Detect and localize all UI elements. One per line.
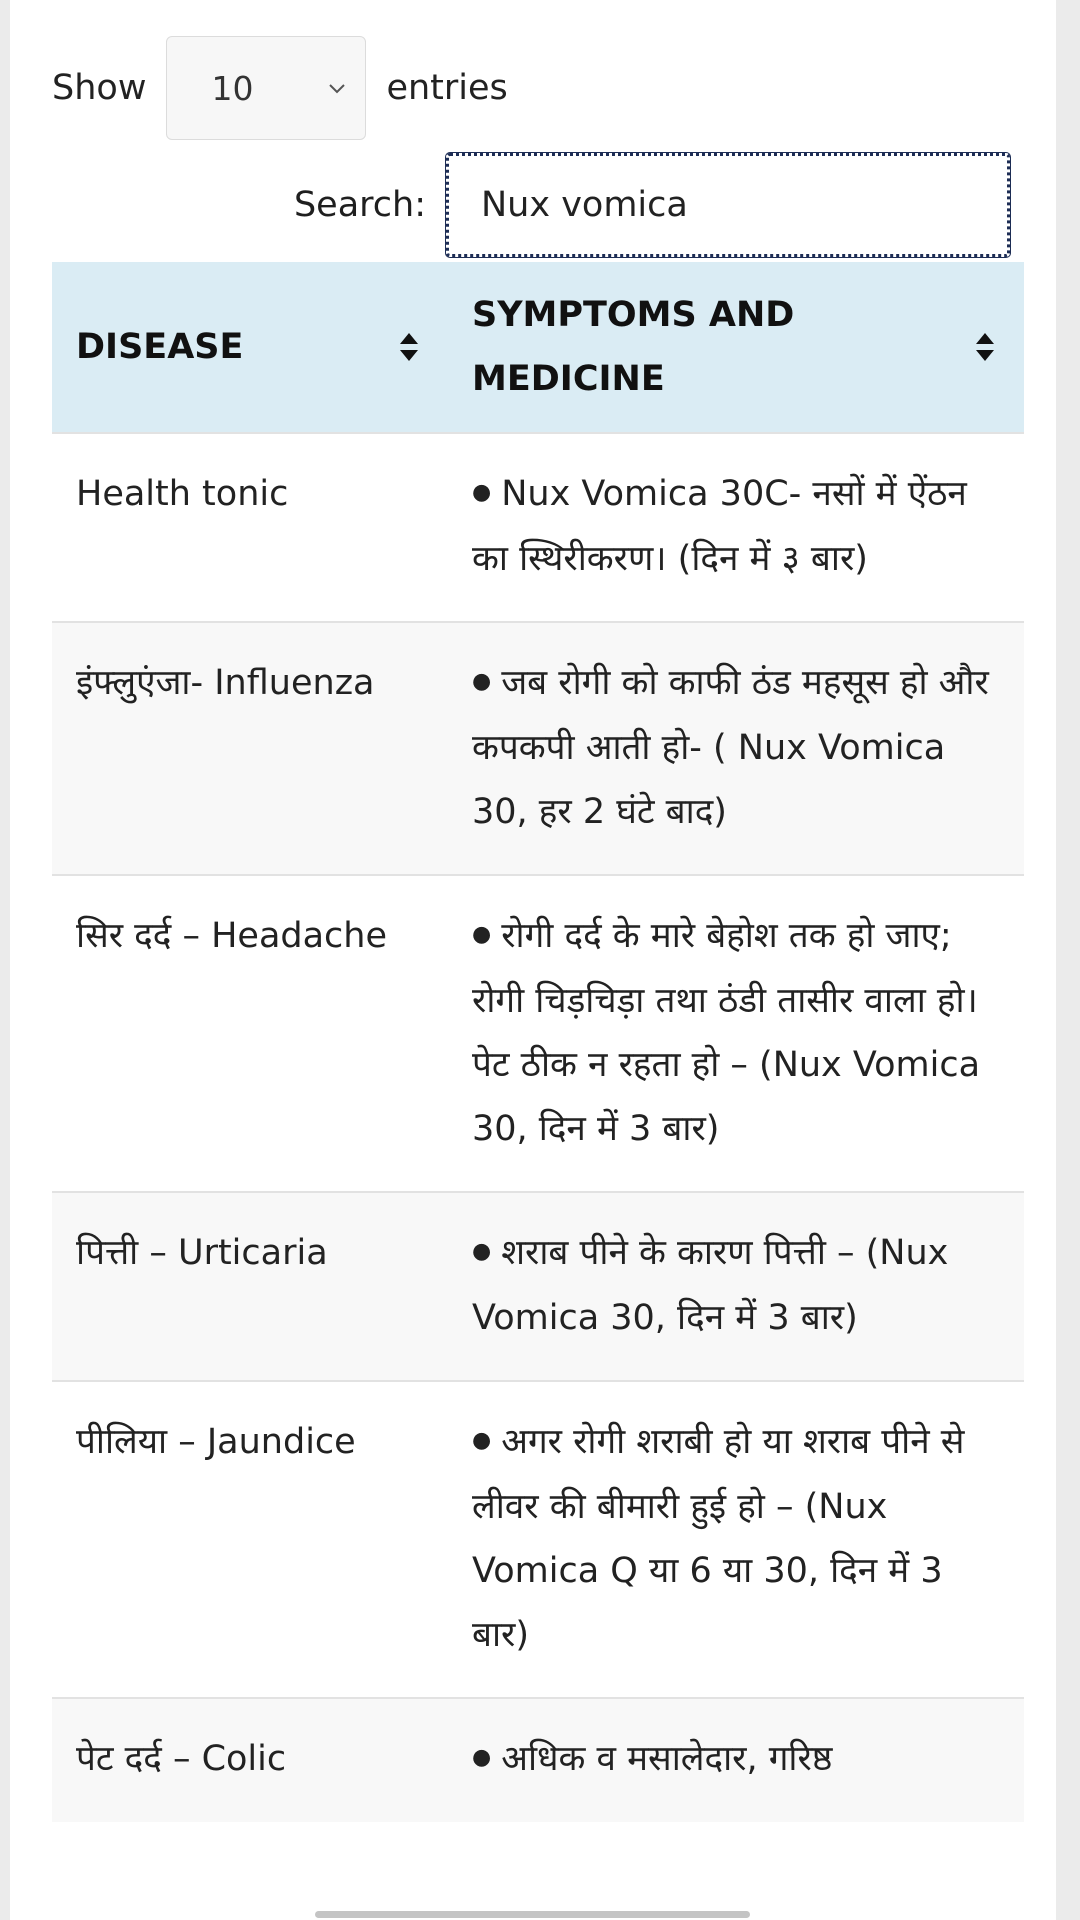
column-header-symptoms-medicine[interactable] [448, 262, 1024, 433]
column-header-label: SYMPTOMS AND MEDICINE [472, 295, 795, 399]
medicine-cell [448, 622, 1024, 875]
entries-label: entries [386, 68, 508, 108]
medicine-cell [448, 1381, 1024, 1698]
data-table [52, 262, 1024, 1822]
bullet-icon: ● [472, 669, 492, 694]
bullet-icon: ● [472, 480, 492, 505]
search-label: Search: [293, 185, 426, 225]
length-menu [52, 34, 508, 142]
disease-cell: सिर दर्द – Headache [52, 875, 448, 1192]
disease-cell: इंफ्लुएंजा- Influenza [52, 622, 448, 875]
medicine-cell [448, 1698, 1024, 1822]
disease-cell: Health tonic [52, 433, 448, 622]
medicine-text: Nux Vomica 30C- नसों में ऐंठन का स्थिरीकरण। (दिन में ३ बार) [472, 474, 967, 579]
entries-select-value: 10 [211, 68, 254, 108]
medicine-text: अगर रोगी शराबी हो या शराब पीने से लीवर की बीमारी हुई हो – (Nux Vomica Q या 6 या 30, दिन में 3 बार) [472, 1422, 965, 1655]
medicine-cell [448, 433, 1024, 622]
medicine-text: शराब पीने के कारण पित्ती – (Nux Vomica 30, दिन में 3 बार) [472, 1233, 949, 1338]
bullet-icon: ● [472, 1745, 492, 1770]
horizontal-scrollbar[interactable] [315, 1911, 750, 1918]
search-filter [10, 152, 1010, 258]
medicine-cell [448, 875, 1024, 1192]
table-row [52, 875, 1024, 1192]
table-row [52, 622, 1024, 875]
table-header-row [52, 262, 1024, 433]
show-label: Show [52, 68, 147, 108]
medicine-cell [448, 1192, 1024, 1381]
disease-cell: पेट दर्द – Colic [52, 1698, 448, 1822]
table-row [52, 1381, 1024, 1698]
bullet-icon: ● [472, 922, 492, 947]
table-row [52, 1192, 1024, 1381]
chevron-down-icon [325, 76, 349, 100]
bullet-icon: ● [472, 1239, 492, 1264]
sort-icon [398, 331, 420, 363]
table-row [52, 1698, 1024, 1822]
search-input[interactable] [446, 153, 1010, 257]
medicine-text: रोगी दर्द के मारे बेहोश तक हो जाए; रोगी चिड़चिड़ा तथा ठंडी तासीर वाला हो। पेट ठीक न रहता हो – (Nux Vomica 30, दिन में 3 बार) [472, 916, 981, 1149]
medicine-text: जब रोगी को काफी ठंड महसूस हो और कपकपी आती हो- ( Nux Vomica 30, हर 2 घंटे बाद) [472, 663, 989, 832]
sort-icon [974, 331, 996, 363]
column-header-label: DISEASE [76, 327, 244, 367]
table-row [52, 433, 1024, 622]
entries-select[interactable] [166, 36, 366, 140]
disease-cell: पित्ती – Urticaria [52, 1192, 448, 1381]
bullet-icon: ● [472, 1428, 492, 1453]
medicine-text: अधिक व मसालेदार, गरिष्ठ [501, 1739, 833, 1779]
page [10, 0, 1056, 1920]
column-header-disease[interactable] [52, 262, 448, 433]
disease-cell: पीलिया – Jaundice [52, 1381, 448, 1698]
